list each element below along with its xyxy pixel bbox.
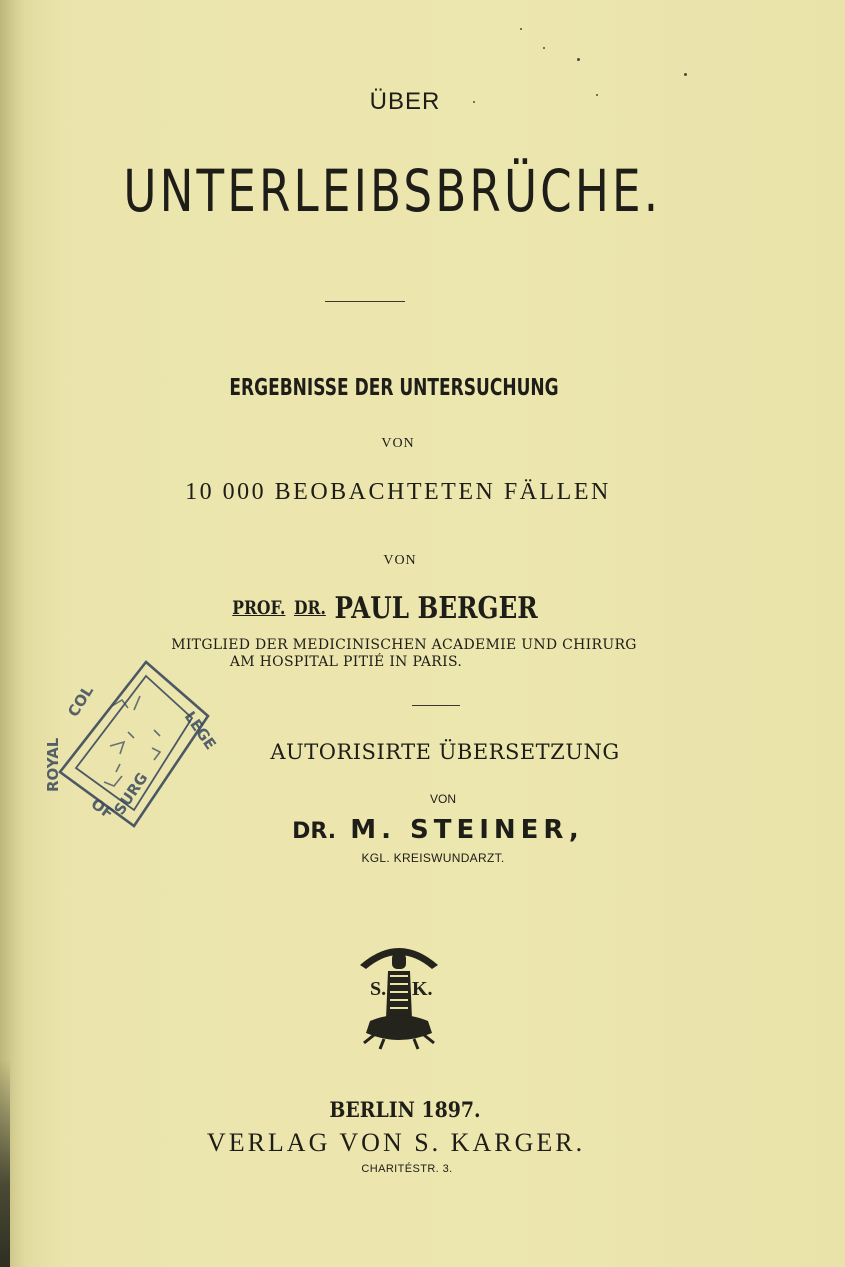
logo-initial-left: S. bbox=[370, 978, 387, 1000]
svg-text:COL: COL bbox=[64, 682, 98, 721]
publisher-logo bbox=[340, 937, 458, 1053]
svg-text:OF: OF bbox=[87, 794, 117, 823]
author-prefix-dr: DR. bbox=[293, 597, 326, 619]
speck bbox=[684, 73, 687, 76]
translator-title: DR. bbox=[292, 819, 337, 844]
author-name: PAUL BERGER bbox=[334, 591, 538, 626]
von-label-2: VON bbox=[383, 553, 417, 568]
author-prefix-prof: PROF. bbox=[232, 597, 286, 619]
cases-line: 10 000 BEOBACHTETEN FÄLLEN bbox=[185, 479, 611, 505]
affiliation-rule bbox=[412, 705, 460, 706]
logo-initial-right: K. bbox=[412, 978, 433, 1000]
affiliation-line-2: AM HOSPITAL PITIÉ IN PARIS. bbox=[229, 654, 463, 670]
main-title: UNTERLEIBSBRÜCHE. bbox=[123, 157, 662, 225]
city-year: BERLIN 1897. bbox=[329, 1097, 481, 1122]
translator-name: M. STEINER, bbox=[350, 815, 584, 845]
author-line bbox=[57, 591, 713, 626]
translator-line bbox=[38, 815, 838, 845]
svg-text:SURG: SURG bbox=[110, 769, 152, 819]
publisher-address: CHARITÉSTR. 3. bbox=[361, 1163, 453, 1175]
speck bbox=[543, 47, 545, 49]
subtitle: ERGEBNISSE DER UNTERSUCHUNG bbox=[229, 375, 559, 401]
title-prefix: ÜBER bbox=[369, 88, 441, 115]
von-label-3: VON bbox=[429, 792, 456, 806]
speck bbox=[520, 28, 522, 30]
svg-text:LEGE: LEGE bbox=[180, 707, 220, 754]
svg-text:ROYAL: ROYAL bbox=[44, 737, 62, 792]
affiliation-line-1: MITGLIED DER MEDICINISCHEN ACADEMIE UND CHIRURG bbox=[171, 637, 637, 653]
speck bbox=[577, 58, 580, 61]
translator-rank: KGL. KREISWUNDARZT. bbox=[361, 851, 505, 865]
publisher: VERLAG VON S. KARGER. bbox=[206, 1128, 586, 1157]
title-rule bbox=[325, 301, 405, 302]
translation-note: AUTORISIRTE ÜBERSETZUNG bbox=[270, 740, 620, 764]
von-label-1: VON bbox=[381, 436, 415, 451]
